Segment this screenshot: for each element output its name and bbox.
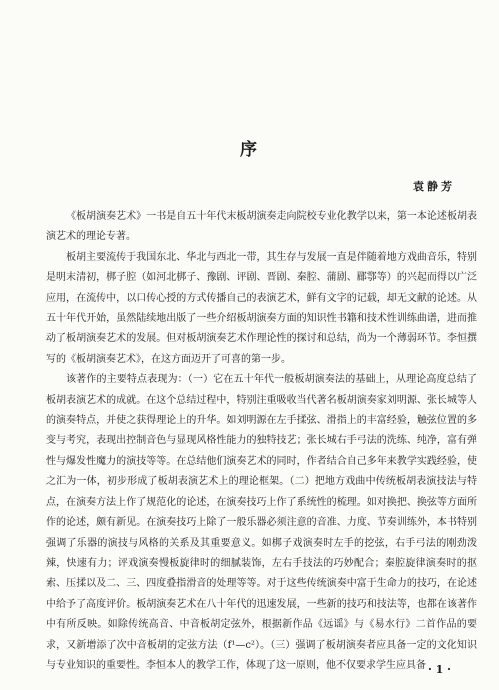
preface-body <box>46 207 477 676</box>
paragraph-2: 板胡主要流传于我国东北、华北与西北一带，其生存与发展一直是伴随着地方戏曲音乐，特别是明末清初，梆子腔（如河北梆子、豫剧、评剧、晋剧、秦腔、蒲剧、郿鄠等）的兴起而得以广泛应用，在流传中，以口传心授的方式传播自己的表演艺术，鲜有文字的记载，却无文献的论述。从五十年代开始，虽然陆续地出版了一些介绍板胡演奏方面的知识性书籍和技术性训练曲谱，进而推动了板胡演奏艺术的发展。但对板胡演奏艺术作理论性的探讨和总结，尚为一个薄弱环节。李恒撰写的《板胡演奏艺术》，在这方面迈开了可喜的第一步。 <box>46 251 477 365</box>
page-number: · 1 · <box>428 663 451 676</box>
paragraph-1: 《板胡演奏艺术》一书是自五十年代末板胡演奏走向院校专业化教学以来，第一本论述板胡表演艺术的理论专著。 <box>46 211 477 243</box>
author-name: 袁静芳 <box>413 180 455 193</box>
paragraph-3: 该著作的主要特点表现为：（一）它在五十年代一般板胡演奏法的基础上，从理论高度总结了板胡表演艺术的成就。在这个总结过程中，特别注重吸收当代著名板胡演奏家刘明源、张长城等人的演奏特点，并使之获得理论上的升华。如刘明源在左手揉弦、滑指上的丰富经验，触弦位置的多变与考究，表现出控制音色与显现风格性能力的独特技艺；张长城右手弓法的洗练、纯净，富有弹性与爆发性魔力的演技等等。在总结他们演奏艺术的同时，作者结合自己多年来教学实践经验，使之汇为一体，初步形成了板胡表演艺术上的理论框架。（二）把地方戏曲中传统板胡表演技法与特点，在演奏方法上作了规范化的论述，在演奏技巧上作了系统性的梳理。如对换把、换弦等方面所作的论述，颇有新见。在演奏技巧上除了一般乐器必须注意的音准、力度、节奏训练外，本书特别强调了乐器的演技与风格的关系及其重要意义。如梆子戏演奏时左手的挖弦，右手弓法的刚劲泼辣，快速有力；评戏演奏慢板旋律时的细腻装饰，左右手技法的巧妙配合；秦腔旋律演奏时的抠索、压揉以及二、三、四度叠指滑音的处理等等。对于这些传统演奏中富于生命力的技巧，在论述中给予了高度评价。板胡演奏艺术在八十年代的迅速发展，一些新的技巧和技法等，也都在该著作中有所反映。如除传统高音、中音板胡定弦外，根据新作品《远谣》与《易水行》二首作品的要求，又新增添了次中音板胡的定弦方法（f¹—c²）。（三）强调了板胡演奏者应具备一定的文化知识与专业知识的重要性。李恒本人的教学工作，体现了这一原则，他不仅要求学生应具备 <box>46 374 477 671</box>
page-title: 序 <box>240 140 259 160</box>
